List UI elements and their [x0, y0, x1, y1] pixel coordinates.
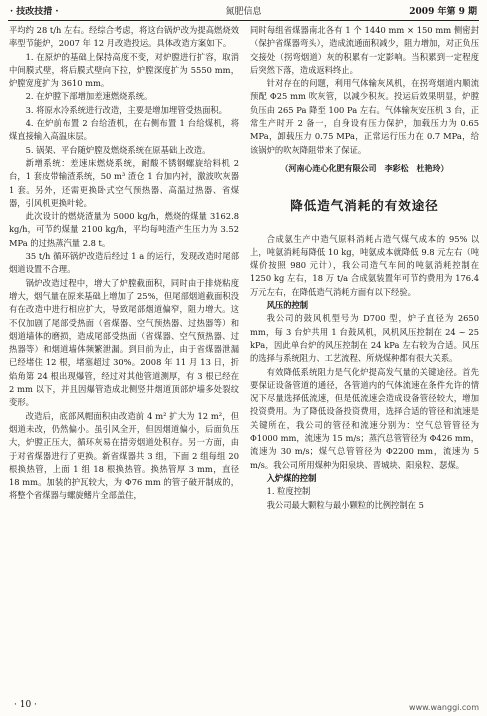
paragraph: 新增系统：差速床燃烧系统，耐酸不锈钢螺旋给料机 2 台，1 套皮带输渣系统，50 m³ 渣仓 1 台加内衬，激波吹灰器 1 套。另外，还需更换卧式空气预热器、高温过热器、省煤器，引风机更换叶轮。	[9, 157, 239, 208]
paragraph: 1. 在原炉的基础上保持高度不变，对炉膛进行扩容，取消中间膜式壁，将后膜式壁向下拉，炉膛深度扩为 5550 mm，炉膛宽度扩为 3610 mm。	[9, 51, 239, 89]
paragraph: 我公司的鼓风机型号为 D700 型，炉子直径为 2650 mm，每 3 台炉共用 1 台鼓风机，风机风压控制在 24 ~ 25 kPa，因此单台炉的风压控制在 24 kPa 左右较为合适。风压的选择与系统阻力、工艺流程、所烧煤种都有很大关系。	[250, 313, 479, 364]
page-number: · 10 ·	[14, 700, 37, 710]
paragraph: 此次设计的燃烧渣量为 5000 kg/h，燃烧的煤量 3162.8 kg/h，可节约煤量 2100 kg/h，平均每吨渣产生压力为 3.52 MPa 的过热蒸汽量 2.8 t。	[9, 211, 239, 248]
author-signature: （河南心连心化肥有限公司 李彩松 杜艳玲）	[280, 162, 449, 173]
issue-label: 2009 年第 9 期	[409, 7, 477, 17]
watermark: www.wanggi.com	[409, 703, 479, 712]
paragraph: 4. 在炉前布置 2 台给渣机，在右侧布置 1 台给煤机，将煤直接输入高温床层。	[9, 118, 239, 142]
paragraph: 改造后，底部风帽面积由改造前 4 m² 扩大为 12 m²，但烟道未改，仍然偏小。虽引风全开，但因烟道偏小，后面负压大，炉膛正压大，循环灰易在措旁烟道处积存。另一方面，由于对省煤器进行了更换。新省煤器共 3 组，下面 2 组每组 20 根换热管，上面 1 组 18 根换热管。换热管厚 3 mm，直径 18 mm。加装的护瓦较大，为 Φ76 mm 的管子破开制成的，将整个省煤器与螺旋鳍片全部盖住，	[9, 410, 239, 501]
left-column	[9, 24, 239, 699]
page-header	[8, 4, 479, 21]
journal-name: 氮肥信息	[225, 7, 262, 17]
subsection-heading: 1. 粒度控制	[266, 486, 311, 497]
paragraph: 平均约 28 t/h 左右。经综合考虑，将这台锅炉改为提高燃烧效率型节能炉，2007 年 12 月改造投运。具体改造方案如下。	[9, 25, 239, 49]
section-heading: 入炉煤的控制	[266, 472, 317, 483]
paragraph: 针对存在的问题，利用气体输灰风机，在拐弯烟道内顺流预配 Φ25 mm 吹灰管，以减少积灰。投运后效果明显，炉膛负压由 265 Pa 降至 100 Pa 左右。气体输灰安压机 3 台，正常生产时开 2 备一，自身设有压力保护，加载压力为 0.65 MPa，卸载压力 0.75 MPa，正常运行压力在 0.7 MPa，给该锅炉的吹灰降阻带来了保证。	[250, 78, 479, 155]
paragraph: 35 t/h 循环锅炉改造后经过 1 a 的运行，发现改造时尾部烟道设置不合理。	[9, 251, 239, 275]
article-title: 降低造气消耗的有效途径	[290, 198, 439, 214]
paragraph: 同时每组省煤器南北各有 1 个 1440 mm × 150 mm 侧密封（保护省煤器弯头），造成流通面积减少，阻力增加，对正负压交接处（拐弯烟道）灰的积累有一定影响。当积累到一定程度后突然下落，造成返料终止。	[250, 25, 479, 75]
right-column	[250, 24, 479, 699]
paragraph: 我公司最大颗粒与最小颗粒的比例控制在 5	[266, 499, 424, 510]
paragraph: 3. 将原水冷系统进行改造，主要是增加埋管受热面积。	[25, 104, 227, 115]
section-label: · 技改技措 ·	[10, 7, 59, 17]
paragraph: 5. 锅架、平台随炉膛及燃烧系统在原基础上改造。	[25, 144, 211, 155]
paragraph: 有效降低系统阻力是气化炉提高发气量的关键途径。首先要保证设备管道的通径，各管道内的气体流速在条件允许的情况下尽量选择低流速，但是低流速会造成设备管径较大，增加投资费用。为了降低设备投资费用，选择合适的管径和流速是关键所在，我公司的管径和流速分别为：空气总管管径为 Φ1000 mm，流速为 15 m/s；蒸汽总管管径为 Φ426 mm，流速为 30 m/s；煤气总管管径为 Φ2200 mm，流速为 5 m/s。我公司所用煤种为阳泉块、晋城块、阳泉粒、瑟煤。	[250, 366, 479, 470]
section-heading: 风压的控制	[266, 300, 309, 311]
paragraph: 锅炉改造过程中，增大了炉膛截面积，同时由于排烧粘度增大，烟气量在原来基础上增加了 25%，但尾部烟道截面积没有在改造中进行相应扩大，导致尾部烟道偏窄，阻力增大。这不仅加剧了尾部受热面（省煤器、空气预热器、过热器等）和烟道墙体的磨损，造成尾部受热面（省煤器、空气预热器、过热器等）和烟道墙体频繁泄漏。到目前为止，由于省煤器泄漏已经堵住 12 根，堵塞超过 30%。2008 年 11 月 13 日，折焰角第 24 根出现爆管，经过对其他管道测厚，有 3 根已经在 2 mm 以下，并且因爆管造成北侧竖井烟道顶部炉墙多处裂纹变形。	[9, 277, 239, 408]
paragraph: 合成氨生产中造气原料消耗占造气煤气成本的 95% 以上，吨氨消耗每降低 10 kg，吨氨成本就降低 9.8 元左右（吨煤价按照 980 元计），我公司造气车间的吨氨消耗控制在 1250 kg 左右，18 万 t/a 合成氨装置年可节约费用为 176.4 万元左右，在降低造气消耗方面有以下经验。	[250, 233, 479, 297]
paragraph: 2. 在炉膛下部增加差速燃烧系统。	[25, 91, 153, 102]
